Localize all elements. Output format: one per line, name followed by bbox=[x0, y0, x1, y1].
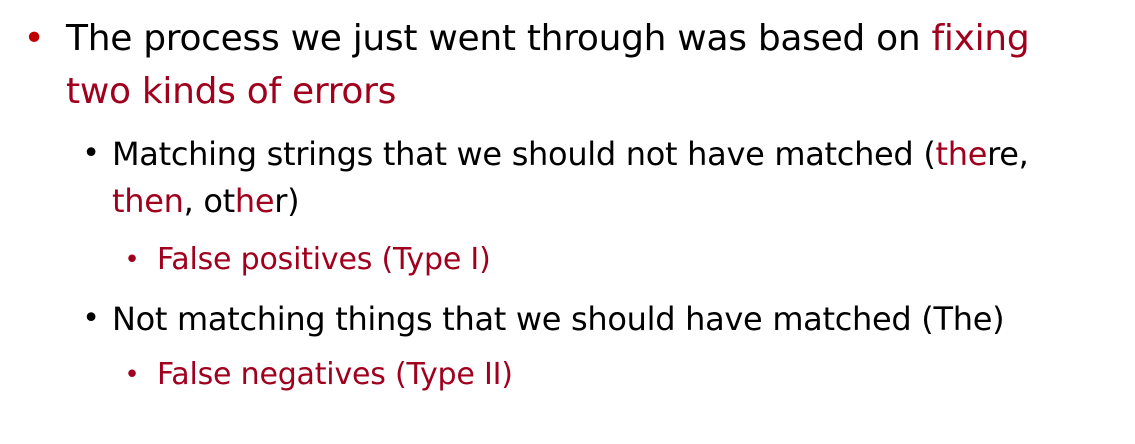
false-positives-text: False positives (Type I) bbox=[157, 242, 491, 277]
bullet-2-comma: , ot bbox=[183, 182, 235, 220]
accent-bullet-icon: • bbox=[124, 360, 140, 390]
accent-bullet-icon: • bbox=[124, 245, 140, 275]
bullet-1-accent-text-cont: two kinds of errors bbox=[66, 71, 397, 112]
bullet-2-line-1 bbox=[112, 131, 1029, 177]
bullet-3-text: Not matching things that we should have matched (The) bbox=[112, 300, 1005, 338]
highlight-then: then bbox=[112, 182, 184, 220]
bullet-2-close: r) bbox=[274, 182, 300, 220]
false-negatives-text: False negatives (Type II) bbox=[157, 357, 513, 392]
black-bullet-icon: • bbox=[82, 136, 100, 171]
bullet-1-text: The process we just went through was based on bbox=[66, 18, 932, 59]
bullet-1-accent-text: fixing bbox=[931, 18, 1030, 59]
bullet-2-text: Matching strings that we should not have matched ( bbox=[112, 135, 936, 173]
red-bullet-icon: • bbox=[23, 18, 45, 59]
highlight-other: he bbox=[234, 182, 275, 220]
black-bullet-icon: • bbox=[82, 301, 100, 336]
bullet-3-line-1 bbox=[112, 296, 1004, 342]
bullet-2-text-end: re, bbox=[987, 135, 1029, 173]
bullet-3-sub bbox=[157, 354, 513, 396]
bullet-1-line-1 bbox=[66, 13, 1029, 65]
bullet-2-line-2 bbox=[112, 178, 299, 224]
highlight-the: the bbox=[935, 135, 988, 173]
bullet-2-sub bbox=[157, 239, 491, 281]
bullet-1-line-2 bbox=[66, 66, 396, 118]
